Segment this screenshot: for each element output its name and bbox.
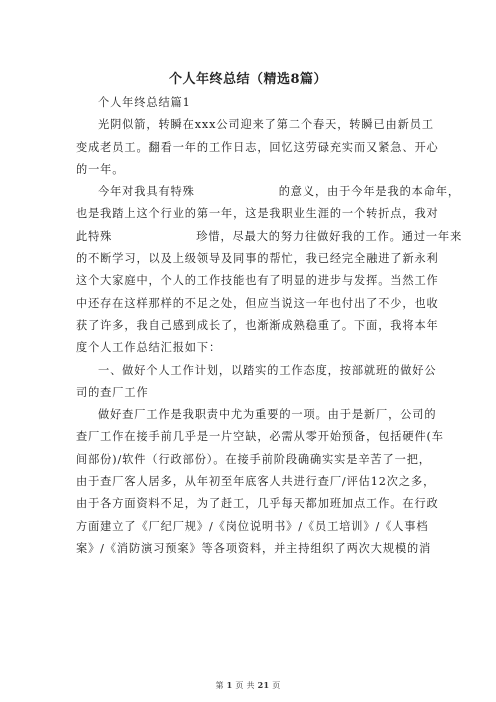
paragraph-line: 今年对我具有特殊 的意义，由于今年是我的本命年， <box>98 185 461 199</box>
paragraph-line: 度个人工作总结汇报如下： <box>76 341 222 355</box>
paragraph-line: 由于查厂客人居多，从年初至年底客人共进行查厂/评估12次之多， <box>76 475 436 489</box>
paragraph-line: 司的查厂工作 <box>76 385 149 399</box>
paragraph-line: 的一年。 <box>76 162 125 176</box>
paragraph-line: 光阴似箭，转瞬在xxx公司迎来了第二个春天，转瞬已由新员工 <box>98 118 434 132</box>
paragraph-line: 一、做好个人工作计划，以踏实的工作态度，按部就班的做好公 <box>98 363 437 377</box>
paragraph-line: 由于各方面资料不足，为了赶工，几乎每天都加班加点工作。在行政 <box>76 497 439 511</box>
paragraph-line: 方面建立了《厂纪厂规》/《岗位说明书》/《员工培训》/《人事档 <box>76 519 429 533</box>
paragraph-line: 中还存在这样那样的不足之处，但应当说这一年也付出了不少，也收 <box>76 296 439 310</box>
page-footer: 第 1 页 共 21 页 <box>215 680 281 690</box>
paragraph-line: 间部份)/软件（行政部份）。在接手前阶段确确实实是辛苦了一把， <box>76 452 431 466</box>
section-heading: 个人年终总结篇1 <box>98 96 191 109</box>
document-title: 个人年终总结（精选8篇） <box>168 72 328 87</box>
paragraph-line: 的不断学习，以及上级领导及同事的帮忙，我已经完全融进了新永利 <box>76 252 439 266</box>
paragraph-line: 变成老员工。翻看一年的工作日志，回忆这劳碌充实而又紧急、开心 <box>76 140 439 154</box>
document-body <box>76 92 463 560</box>
paragraph-line: 获了许多，我自己感到成长了，也渐渐成熟稳重了。下面，我将本年 <box>76 318 439 332</box>
paragraph-line: 查厂工作在接手前几乎是一片空缺，必需从零开始预备，包括硬件(车 <box>76 430 444 444</box>
paragraph-line: 也是我踏上这个行业的第一年，这是我职业生涯的一个转折点，我对 <box>76 207 439 221</box>
total-pages: 21 <box>257 680 270 690</box>
paragraph-line: 做好查厂工作是我职责中尤为重要的一项。由于是新厂，公司的 <box>98 408 437 422</box>
paragraph-line: 这个大家庭中，个人的工作技能也有了明显的进步与发挥。当然工作 <box>76 274 439 288</box>
paragraph-line: 案》/《消防演习预案》等各项资料，并主持组织了两次大规模的消 <box>76 541 432 555</box>
current-page-number: 1 <box>226 680 233 690</box>
paragraph-line: 此特殊 珍惜，尽最大的努力往做好我的工作。通过一年来 <box>76 229 463 243</box>
